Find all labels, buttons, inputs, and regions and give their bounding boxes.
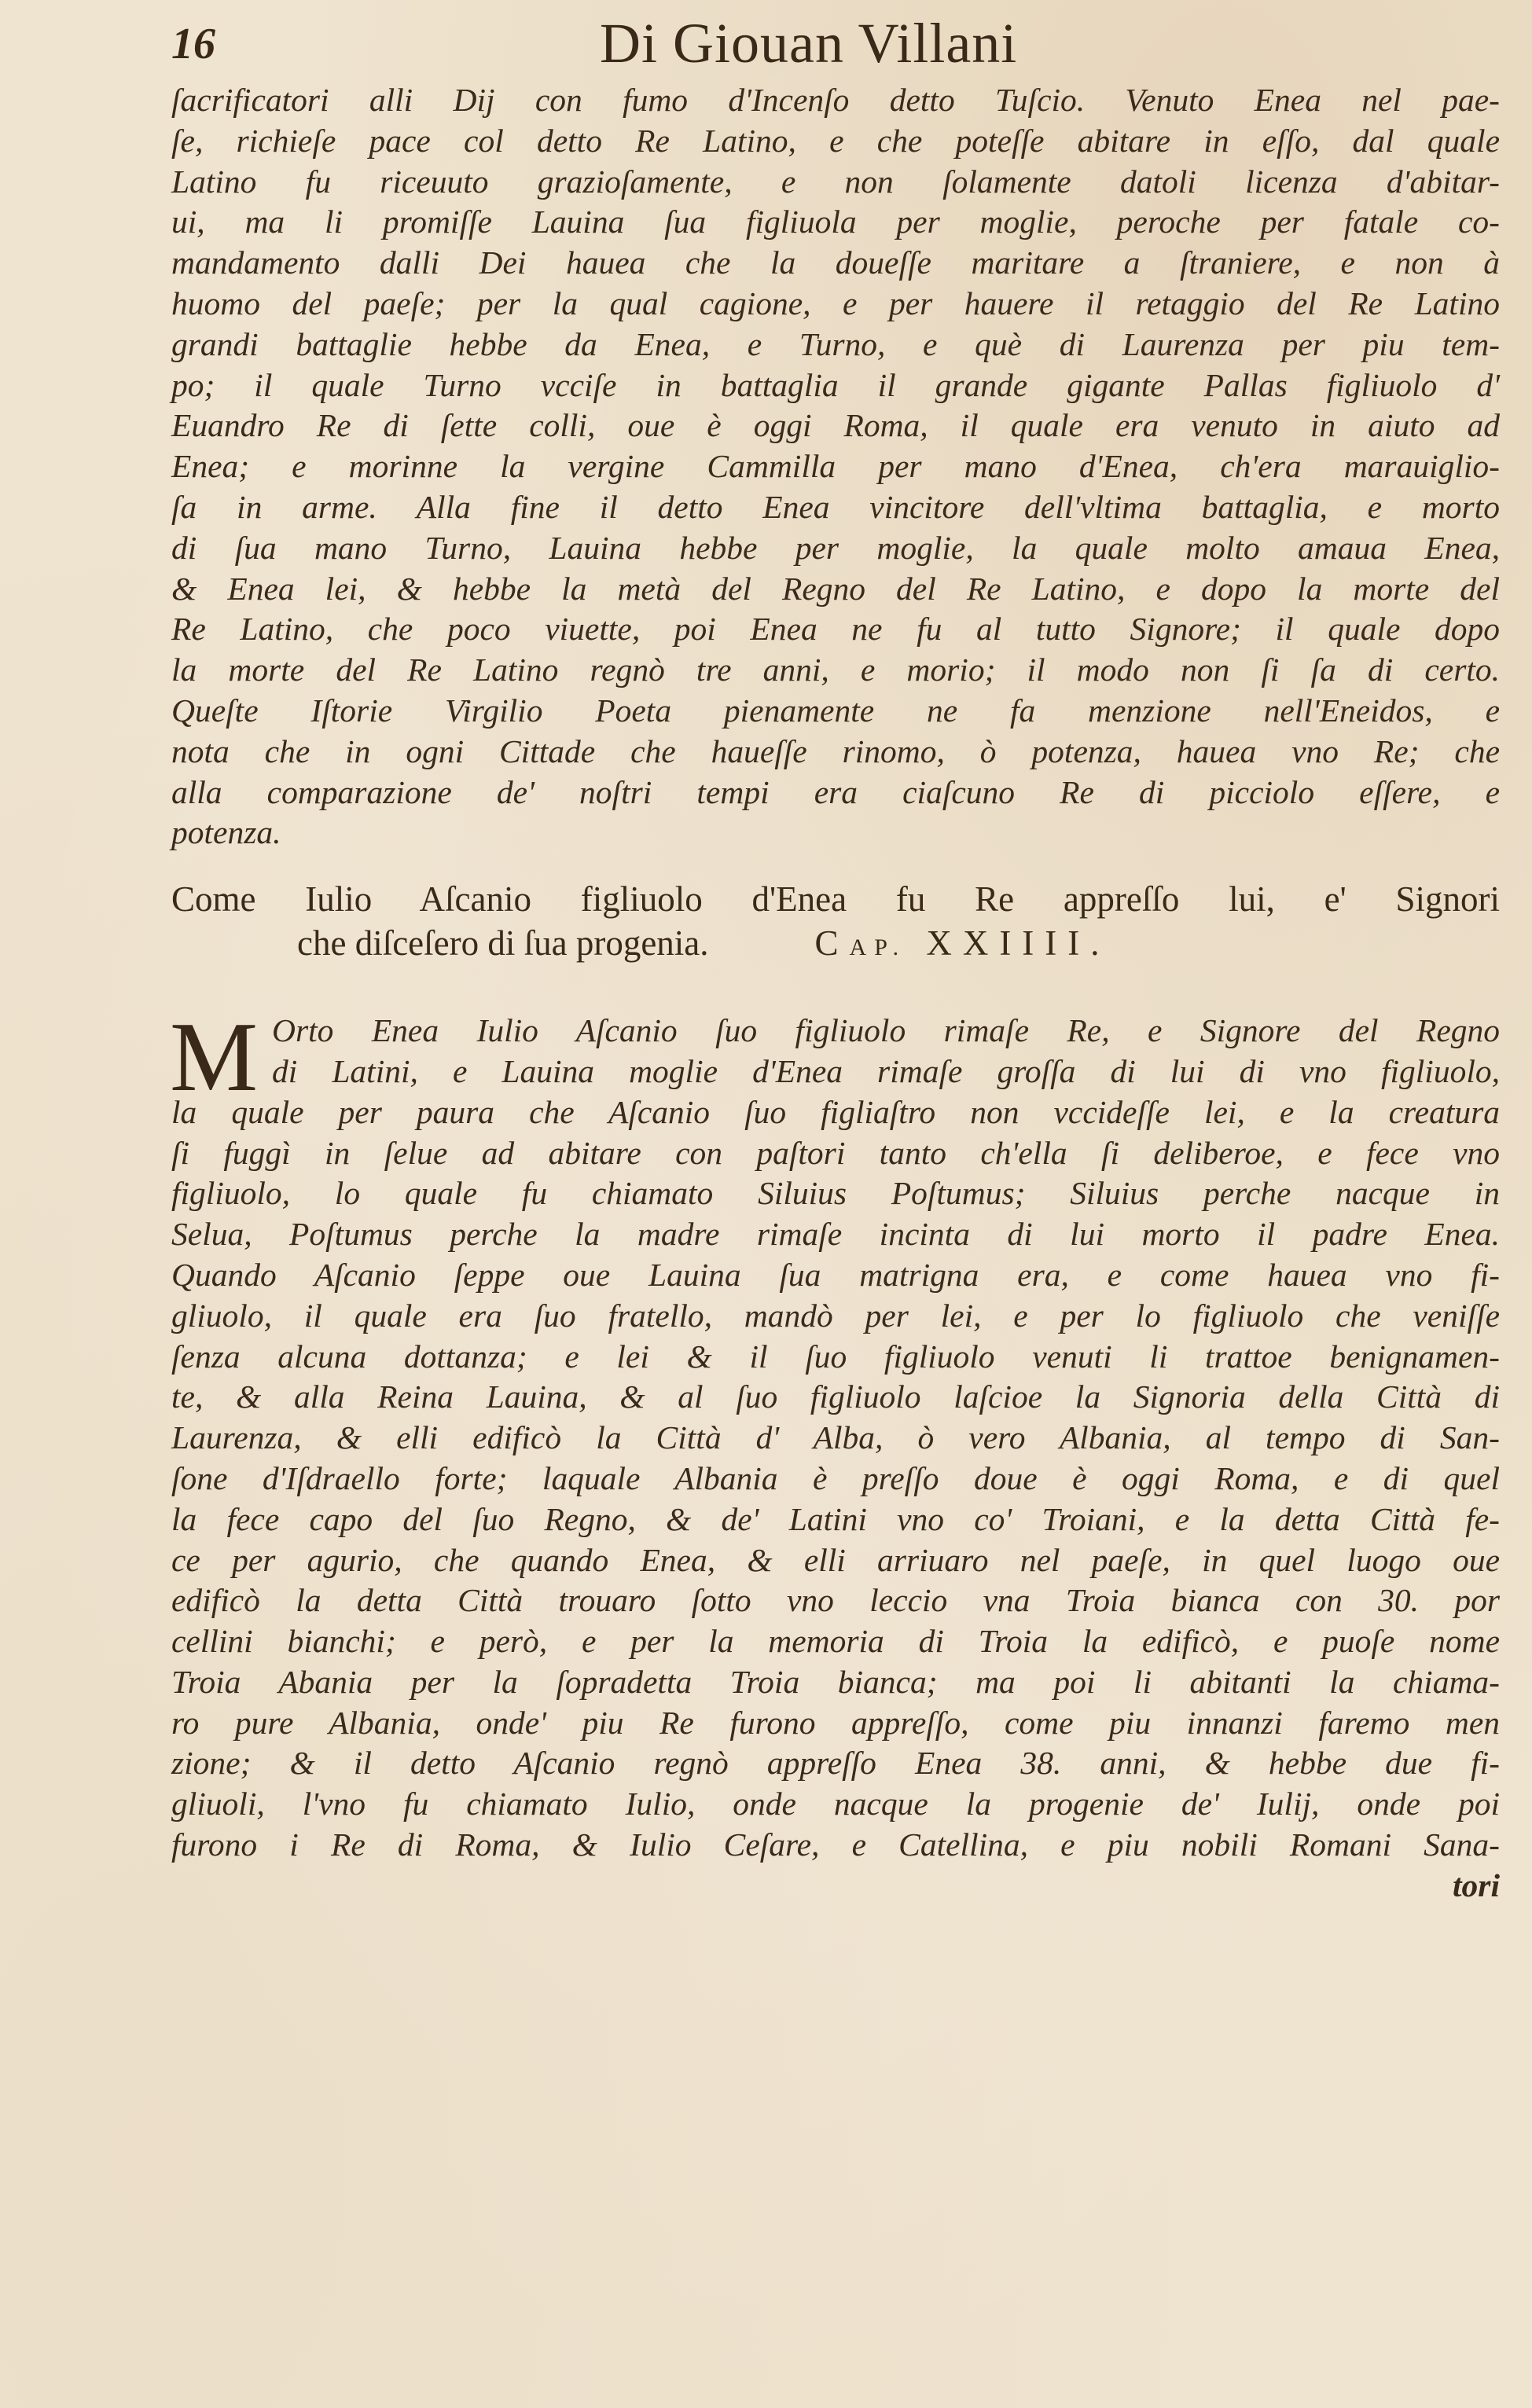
text-line: la morte del Re Latino regnò tre anni, e morio; il modo non ſi ſa di certo. bbox=[171, 652, 1500, 688]
catchword: tori bbox=[1453, 1867, 1500, 1903]
chapter-title-line-2-text: che diſceſero di ſua progenia. bbox=[297, 923, 709, 964]
text-line: ſacrificatori alli Dij con fumo d'Incenſo detto Tuſcio. Venuto Enea nel pae- bbox=[171, 82, 1500, 118]
text-line: te, & alla Reina Lauina, & al ſuo figliuolo laſcioe la Signoria della Città di bbox=[171, 1378, 1500, 1415]
text-line: la fece capo del ſuo Regno, & de' Latini vno co' Troiani, e la detta Città fe- bbox=[171, 1500, 1500, 1537]
text-line: ſe, richieſe pace col detto Re Latino, e che poteſſe abitare in eſſo, dal quale bbox=[171, 122, 1500, 159]
cap-rest: AP. bbox=[849, 934, 907, 961]
text-line: ſone d'Iſdraello forte; laquale Albania è preſſo doue è oggi Roma, e di quel bbox=[171, 1459, 1500, 1496]
text-line: ſi fuggì in ſelue ad abitare con paſtori tanto ch'ella ſi deliberoe, e fece vno bbox=[171, 1134, 1500, 1171]
text-line: po; il quale Turno vcciſe in battaglia il grande gigante Pallas figliuolo d' bbox=[171, 366, 1500, 403]
text-line: nota che in ogni Cittade che haueſſe rinomo, ò potenza, hauea vno Re; che bbox=[171, 732, 1500, 769]
text-line: cellini bianchi; e però, e per la memoria di Troia la edificò, e puoſe nome bbox=[171, 1623, 1500, 1660]
chapter-title-line-2 bbox=[171, 921, 1500, 970]
text-line: mandamento dalli Dei hauea che la doueſſe maritare a ſtraniere, e non à bbox=[171, 244, 1500, 281]
text-line: Quando Aſcanio ſeppe oue Lauina ſua matrigna era, e come hauea vno fi- bbox=[171, 1256, 1500, 1293]
text-line: figliuolo, lo quale fu chiamato Siluius Poſtumus; Siluius perche nacque in bbox=[171, 1175, 1500, 1212]
text-line: Troia Abania per la ſopradetta Troia bianca; ma poi li abitanti la chiama- bbox=[171, 1663, 1500, 1700]
cap-roman-numeral: XXIIII. bbox=[926, 923, 1111, 964]
drop-cap: M bbox=[170, 1003, 259, 1113]
text-line: huomo del paeſe; per la qual cagione, e per hauere il retaggio del Re Latino bbox=[171, 284, 1500, 321]
text-line: edificò la detta Città trouaro ſotto vno leccio vna Troia bianca con 30. por bbox=[171, 1582, 1500, 1619]
text-line: Orto Enea Iulio Aſcanio ſuo figliuolo rimaſe Re, e Signore del Regno bbox=[272, 1012, 1500, 1049]
text-line: & Enea lei, & hebbe la metà del Regno del Re Latino, e dopo la morte del bbox=[171, 570, 1500, 607]
running-title: Di Giouan Villani bbox=[600, 12, 1018, 75]
chapter-title-line-1: Come Iulio Aſcanio figliuolo d'Enea fu Re appreſſo lui, e' Signori bbox=[171, 879, 1500, 920]
text-line: ce per agurio, che quando Enea, & elli arriuaro nel paeſe, in quel luogo oue bbox=[171, 1541, 1500, 1578]
text-line: ro pure Albania, onde' piu Re furono appreſſo, come piu innanzi faremo men bbox=[171, 1704, 1500, 1741]
chapter-heading bbox=[171, 877, 1500, 970]
page-number: 16 bbox=[171, 20, 215, 68]
text-line: ſenza alcuna dottanza; e lei & il ſuo figliuolo venuti li trattoe benignamen- bbox=[171, 1338, 1500, 1375]
text-line: Laurenza, & elli edificò la Città d' Alba, ò vero Albania, al tempo di San- bbox=[171, 1419, 1500, 1456]
text-line: ſa in arme. Alla fine il detto Enea vincitore dell'vltima battaglia, e morto bbox=[171, 488, 1500, 525]
paragraph-2 bbox=[170, 1003, 1500, 1866]
text-line: Euandro Re di ſette colli, oue è oggi Roma, il quale era venuto in aiuto ad bbox=[171, 407, 1500, 444]
text-line: Enea; e morinne la vergine Cammilla per mano d'Enea, ch'era marauiglio- bbox=[171, 448, 1500, 485]
text-line: di Latini, e Lauina moglie d'Enea rimaſe groſſa di lui di vno figliuolo, bbox=[272, 1052, 1500, 1089]
text-line: potenza. bbox=[171, 814, 281, 851]
text-line: Queſte Iſtorie Virgilio Poeta pienamente ne fa menzione nell'Eneidos, e bbox=[171, 692, 1500, 729]
text-line: alla comparazione de' noſtri tempi era ciaſcuno Re di picciolo eſſere, e bbox=[171, 773, 1500, 810]
text-line: zione; & il detto Aſcanio regnò appreſſo Enea 38. anni, & hebbe due fi- bbox=[171, 1745, 1500, 1782]
paragraph-1 bbox=[171, 80, 1500, 853]
text-line: ui, ma li promiſſe Lauina ſua figliuola per moglie, peroche per fatale co- bbox=[171, 204, 1500, 240]
text-line: Selua, Poſtumus perche la madre rimaſe incinta di lui morto il padre Enea. bbox=[171, 1216, 1500, 1253]
running-head bbox=[171, 14, 1500, 75]
text-line: furono i Re di Roma, & Iulio Ceſare, e Catellina, e piu nobili Romani Sana- bbox=[171, 1826, 1500, 1863]
text-line: gliuolo, il quale era ſuo fratello, mandò per lei, e per lo figliuolo che veniſſe bbox=[171, 1297, 1500, 1334]
chapter-number bbox=[815, 923, 1111, 963]
text-line: Re Latino, che poco viuette, poi Enea ne fu al tutto Signore; il quale dopo bbox=[171, 611, 1500, 648]
text-line: di ſua mano Turno, Lauina hebbe per moglie, la quale molto amaua Enea, bbox=[171, 529, 1500, 566]
text-line: grandi battaglie hebbe da Enea, e Turno, e què di Laurenza per piu tem- bbox=[171, 325, 1500, 362]
book-page bbox=[171, 14, 1500, 1907]
text-line: gliuoli, l'vno fu chiamato Iulio, onde nacque la progenie de' Iulij, onde poi bbox=[171, 1786, 1500, 1823]
text-line: Latino fu riceuuto grazioſamente, e non ſolamente datoli licenza d'abitar- bbox=[171, 163, 1500, 200]
text-line: la quale per paura che Aſcanio ſuo figliaſtro non vccideſſe lei, e la creatura bbox=[171, 1093, 1500, 1130]
cap-initial: C bbox=[814, 923, 850, 964]
